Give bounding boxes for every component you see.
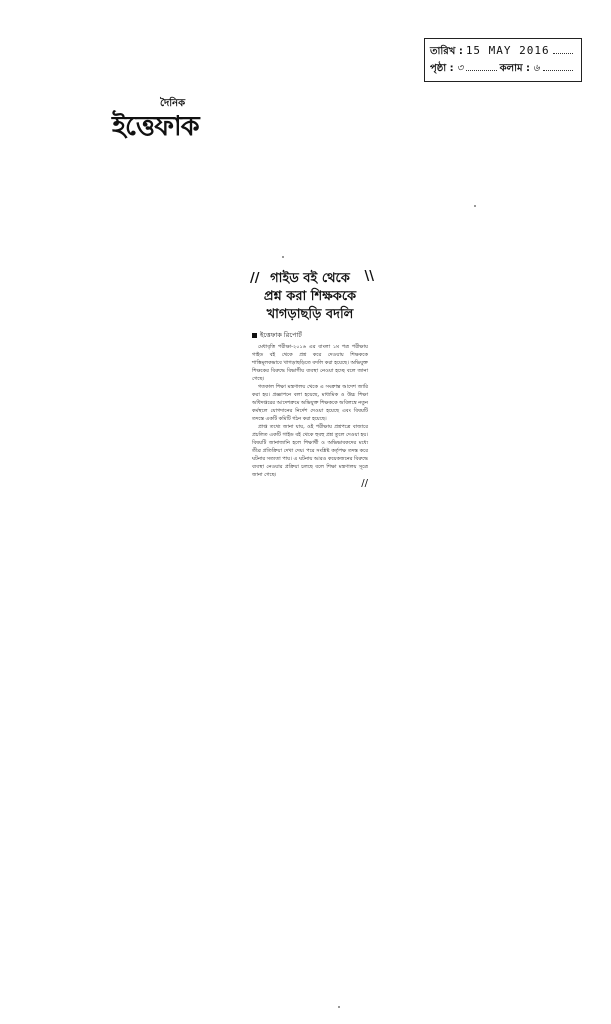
stamp-date-label: তারিখ : [430, 46, 463, 57]
scan-speck [282, 256, 284, 258]
stamp-dotted-line [466, 61, 496, 71]
article-paragraph: প্রাপ্ত তথ্যে জানা যায়, ওই পরীক্ষায় প্রশ্নপত্রে বাজারে প্রচলিত একটি গাইড বই থেকে হুবহু প্রশ্ন তুলে দেওয়া হয়। বিষয়টি জানাজানি হলে শিক্ষার্থী ও অভিভাবকদের মধ্যে তীব্র প্রতিক্রিয়া দেখা দেয়। পরে সংশ্লিষ্ট কর্তৃপক্ষ তদন্ত করে ঘটনার সত্যতা পায়। এ ঘটনায় আরও কয়েকজনের বিরুদ্ধে ব্যবস্থা নেওয়ার প্রক্রিয়া চলছে বলে শিক্ষা মন্ত্রণালয় সূত্রে জানা গেছে। [252, 424, 368, 478]
masthead-prefix: দৈনিক [160, 98, 186, 109]
article-paragraph: গতকাল শিক্ষা মন্ত্রণালয় থেকে এ সংক্রান্ত আদেশ জারি করা হয়। প্রজ্ঞাপনে বলা হয়েছে, মাধ্যমিক ও উচ্চ শিক্ষা অধিদপ্তরের আদেশক্রমে অভিযুক্ত শিক্ষককে অবিলম্বে নতুন কর্মস্থলে যোগদানের নির্দেশ দেওয়া হয়েছে এবং বিষয়টি তদন্তে একটি কমিটি গঠন করা হয়েছে। [252, 384, 368, 422]
article-byline [252, 330, 368, 341]
masthead-name: ইত্তেফাক [112, 111, 199, 142]
newspaper-clipping [250, 269, 374, 489]
stamp-dotted-line [543, 61, 573, 71]
clipping-end-mark: // [361, 478, 368, 489]
stamp-page-row [430, 60, 576, 77]
stamp-column-label: কলাম : [499, 63, 531, 74]
headline-quote-mark: // [250, 271, 260, 286]
stamp-column-value: ৬ [533, 63, 540, 74]
byline-text: ইত্তেফাক রিপোর্ট [260, 331, 302, 339]
headline-line: খাগড়াছড়ি বদলি [266, 307, 354, 322]
scan-speck [338, 1006, 340, 1008]
archive-date-stamp [424, 38, 582, 82]
article-body [252, 343, 368, 479]
article-headline [250, 269, 374, 324]
headline-quote-mark: \\ [364, 269, 374, 284]
stamp-date-value: 15 MAY 2016 [465, 44, 550, 57]
headline-line: প্রশ্ন করা শিক্ষককে [263, 289, 357, 304]
headline-line: গাইড বই থেকে [270, 271, 350, 286]
stamp-date-row [430, 42, 576, 60]
scan-speck [474, 205, 476, 207]
article-paragraph: মেধাবৃত্তি পরীক্ষা-২০১৬ এর বাংলা ১ম পত্র পরীক্ষায় গাইড বই থেকে প্রশ্ন করে দেওয়ায় শিক্ষককে শাস্তিমূলকভাবে খাগড়াছড়িতে বদলি করা হয়েছে। অভিযুক্ত শিক্ষকের বিরুদ্ধে বিভাগীয় ব্যবস্থা নেওয়া হচ্ছে বলে জানা গেছে। [252, 344, 368, 382]
stamp-page-value: ৩ [456, 63, 464, 74]
stamp-dotted-line [553, 44, 573, 54]
stamp-page-label: পৃষ্ঠা : [430, 63, 454, 74]
byline-square-icon [252, 333, 257, 338]
